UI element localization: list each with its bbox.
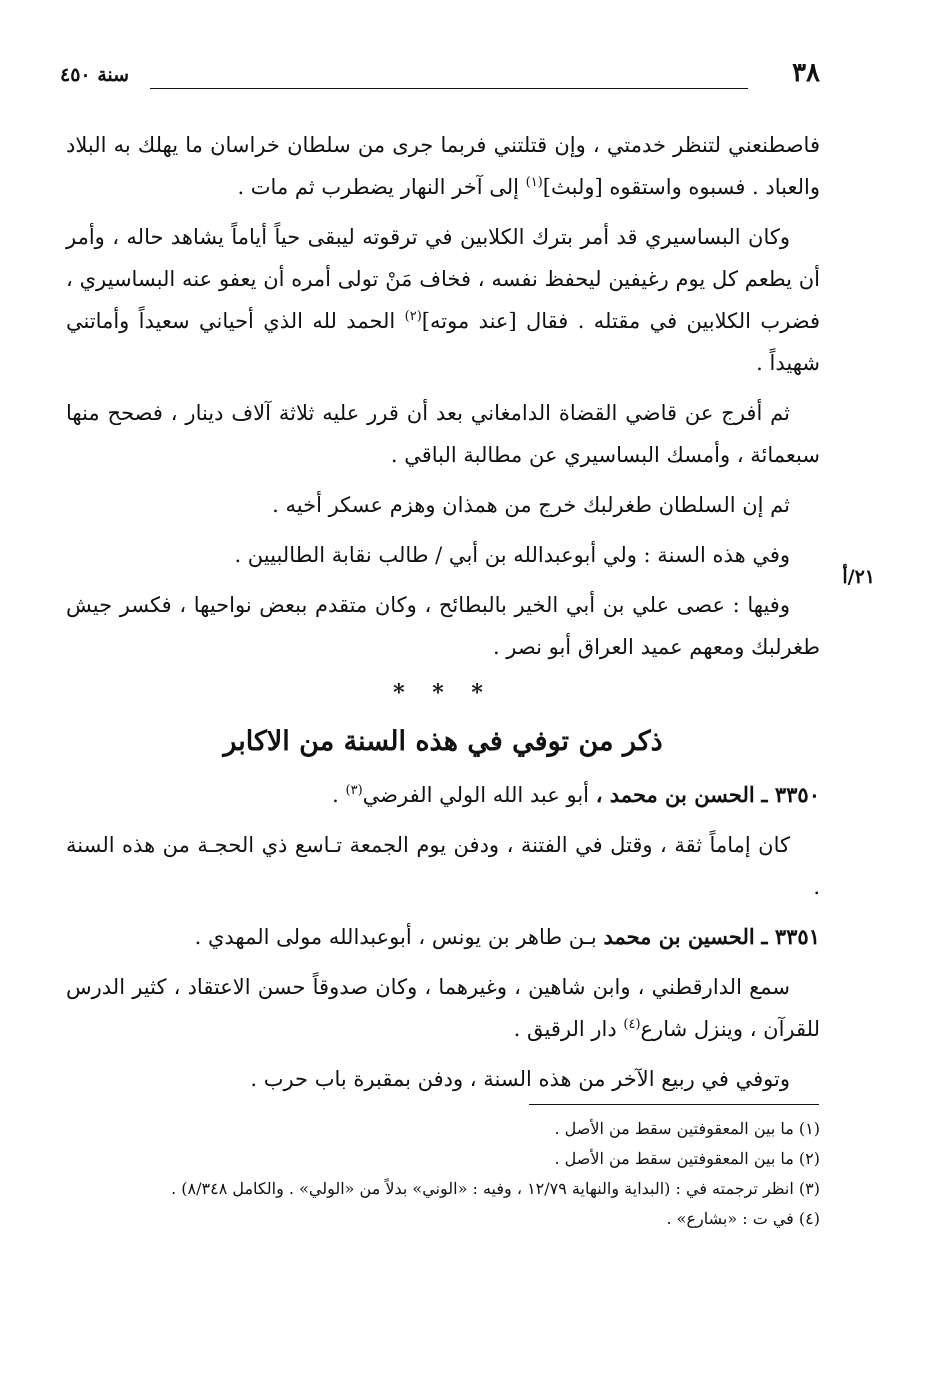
footnotes bbox=[100, 1114, 820, 1234]
entry-heading: ٣٣٥١ ـ الحسين بن محمد بـن طاهر بن يونس ، أبوعبدالله مولى المهدي . bbox=[194, 924, 820, 949]
folio-margin-note: ٢١/أ bbox=[842, 566, 875, 588]
footnote-ref: (٢) bbox=[404, 309, 422, 324]
footnote: (١) ما بين المعقوفتين سقط من الأصل . bbox=[554, 1119, 820, 1138]
header-rule bbox=[150, 88, 748, 89]
page-number: ٣٨ bbox=[792, 58, 820, 88]
section-separator: * * * bbox=[393, 680, 493, 706]
footnote-ref: (٤) bbox=[623, 1017, 641, 1032]
footnote-rule bbox=[529, 1104, 819, 1105]
page-header bbox=[60, 58, 820, 98]
footnote: (٤) في ت : «بشارع» . bbox=[666, 1209, 820, 1228]
footnote: (٢) ما بين المعقوفتين سقط من الأصل . bbox=[554, 1149, 820, 1168]
footnote-ref: (١) bbox=[525, 175, 543, 190]
paragraph: وفي هذه السنة : ولي أبوعبدالله بن أبي / طالب نقابة الطالبيين . bbox=[234, 543, 790, 567]
entry-body: كان إماماً ثقة ، وقتل في الفتنة ، ودفن يوم الجمعة تـاسع ذي الحجـة من هذه السنة . bbox=[66, 833, 820, 899]
paragraph: ثم إن السلطان طغرلبك خرج من همذان وهزم عسكر أخيه . bbox=[272, 493, 790, 517]
entry-name: الحسن بن محمد ، bbox=[595, 782, 755, 807]
entry-number: ٣٣٥١ ـ bbox=[761, 924, 820, 949]
footnote: (٣) انظر ترجمته في : (البداية والنهاية ١٢/٧٩ ، وفيه : «الوني» بدلاً من «الولي» . والكامل ٨/٣٤٨) . bbox=[171, 1179, 820, 1198]
running-head: سنة ٤٥٠ bbox=[60, 64, 130, 86]
section-heading: ذكر من توفي في هذه السنة من الاكابر bbox=[223, 726, 663, 757]
paragraph: ثم أفرج عن قاضي القضاة الدامغاني بعد أن قرر عليه ثلاثة آلاف دينار ، فصحح منها سبعمائة ، وأمسك البساسيري عن مطالبة الباقي . bbox=[66, 401, 820, 467]
paragraph: وكان البساسيري قد أمر بترك الكلابين في ترقوته ليبقى حياً أياماً يشاهد حاله ، وأمر أن يطعم كل يوم رغيفين ليحفظ نفسه ، فخاف مَنْ تولى أمره أن يعفو عنه البساسيري ، فضرب الكلابين في مقتله . فقال [عند موته]$^{(٢)}$ الحمد لله الذي أحياني سعيداً وأماتني شهيداً . bbox=[66, 225, 820, 375]
paragraph: وفيها : عصى علي بن أبي الخير بالبطائح ، وكان متقدم ببعض نواحيها ، فكسر جيش طغرلبك ومعهم عميد العراق أبو نصر . bbox=[66, 593, 820, 659]
paragraph: فاصطنعني لتنظر خدمتي ، وإن قتلتني فربما جرى من سلطان خراسان ما يهلك به البلاد والعباد . فسبوه واستقوه [ولبث]$^{(١)}$ إلى آخر النهار يضطرب ثم مات . bbox=[66, 133, 820, 199]
entry-heading: ٣٣٥٠ ـ الحسن بن محمد ، أبو عبد الله الولي الفرضي$^{(٣)}$ . bbox=[332, 782, 820, 807]
footnote-ref: (٣) bbox=[345, 783, 363, 798]
entry-name: الحسين بن محمد bbox=[603, 924, 755, 949]
entry-body: وتوفي في ربيع الآخر من هذه السنة ، ودفن بمقبرة باب حرب . bbox=[250, 1067, 790, 1091]
entry-body: سمع الدارقطني ، وابن شاهين ، وغيرهما ، وكان صدوقاً حسن الاعتقاد ، كثير الدرس للقرآن ، وينزل شارع$^{(٤)}$ دار الرقيق . bbox=[66, 975, 820, 1041]
entry-number: ٣٣٥٠ ـ bbox=[761, 782, 820, 807]
main-text bbox=[66, 124, 820, 1108]
